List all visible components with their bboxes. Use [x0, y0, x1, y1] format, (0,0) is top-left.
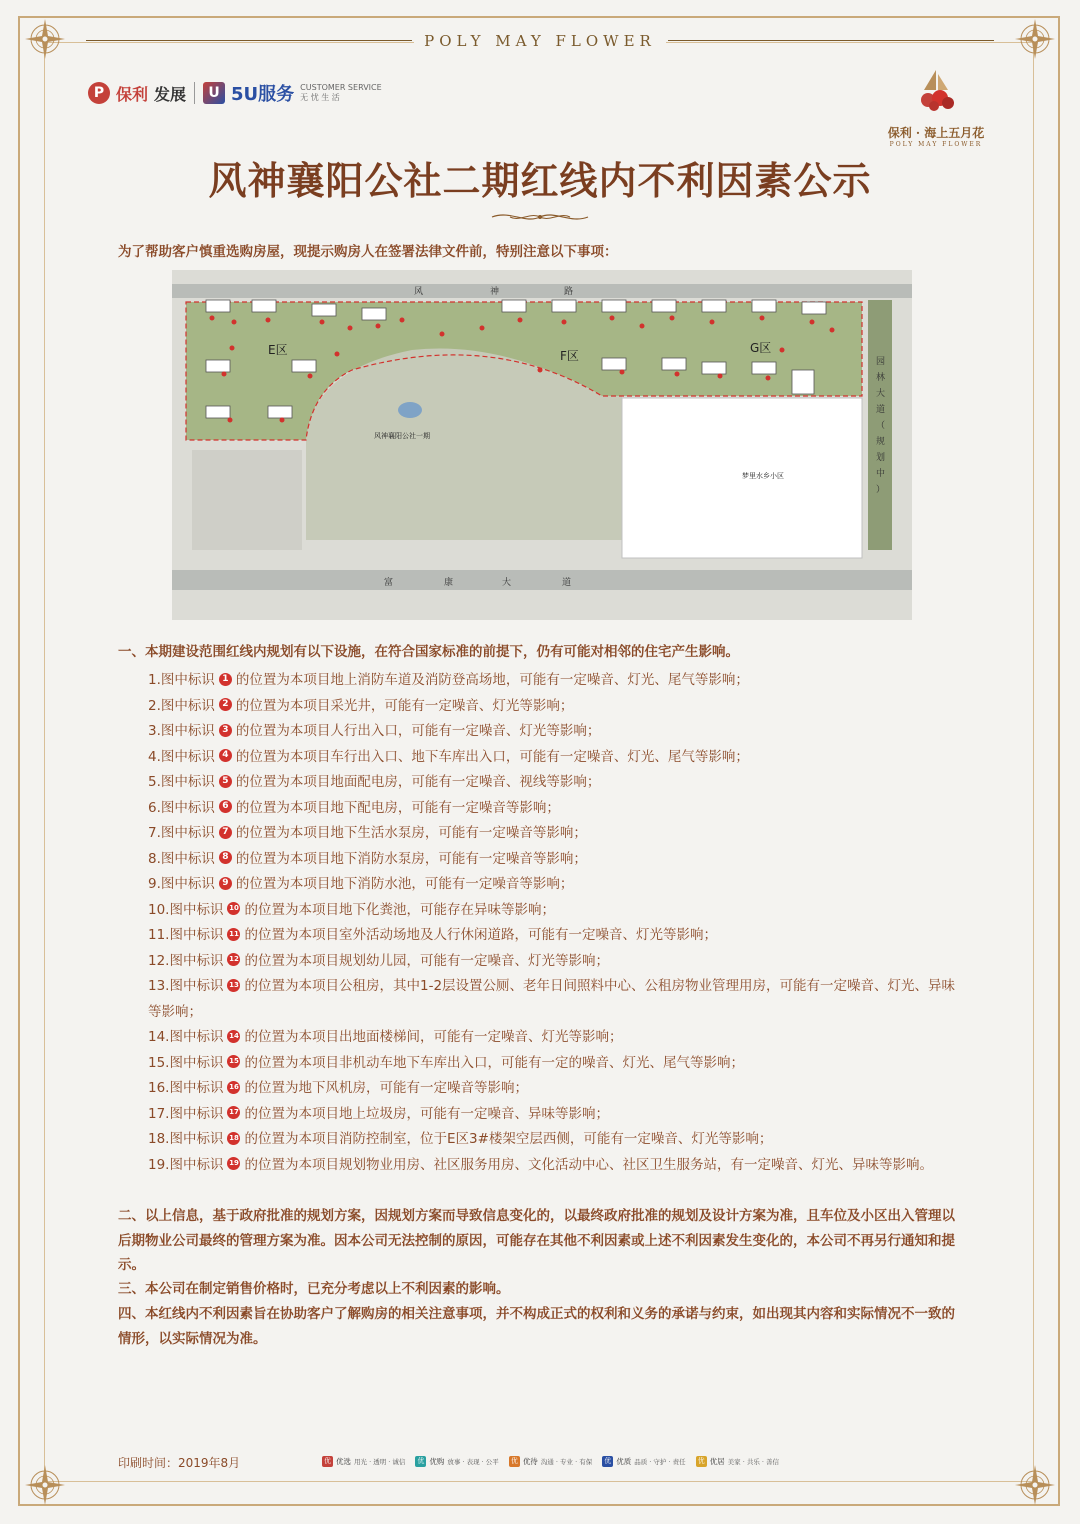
facility-item: [148, 719, 968, 745]
section1-title: 一、本期建设范围红线内规划有以下设施，在符合国家标准的前提下，仍有可能对相邻的住宅产生影响。: [118, 644, 739, 660]
facility-item: [148, 847, 968, 873]
compass-ornament-icon: [24, 1464, 66, 1506]
map-road-bottom-3: 大: [502, 578, 512, 588]
facility-item-text: 的位置为本项目出地面楼梯间，可能有一定噪音、灯光等影响；: [244, 1029, 623, 1045]
map-road-bottom-4: 道: [562, 578, 572, 588]
service-tagline-en: CUSTOMER SERVICE: [300, 83, 382, 92]
facility-item: [148, 694, 968, 720]
service-tagline: [300, 83, 382, 103]
marker-number-badge: 12: [227, 953, 240, 966]
mayflower-cn: 保利 · 海上五月花: [887, 126, 985, 140]
marker-number-badge: 1: [219, 673, 232, 686]
zone-f-label: F区: [560, 349, 579, 363]
facility-item: [148, 949, 968, 975]
marker-number-badge: 5: [219, 775, 232, 788]
facility-item-text: 的位置为本项目非机动车地下车库出入口，可能有一定的噪音、灯光、尾气等影响；: [244, 1054, 744, 1071]
marker-number-badge: 2: [219, 698, 232, 711]
facility-item-text: 的位置为本项目规划幼儿园，可能有一定噪音、灯光等影响；: [244, 952, 609, 969]
facility-item: [148, 898, 968, 924]
zone-g-label: G区: [750, 341, 772, 355]
map-road-right-5: （: [876, 421, 886, 431]
marker-number-badge: 7: [219, 826, 232, 839]
facility-item-prefix: 17.图中标识: [148, 1105, 224, 1122]
facility-item-prefix: 11.图中标识: [148, 927, 224, 943]
facility-item: [148, 668, 968, 694]
map-road-right-2: 林: [876, 373, 886, 383]
marker-number-badge: 14: [227, 1030, 240, 1043]
service-name: 5U服务: [231, 84, 295, 105]
map-road-right-9: ）: [876, 485, 886, 495]
facility-item-text: 的位置为本项目地下消防水泵房，可能有一定噪音等影响；: [235, 850, 587, 867]
facility-item-text: 的位置为本项目地上垃圾房，可能有一定噪音、异味等影响；: [244, 1105, 609, 1122]
service-tag-name: 优居: [709, 1457, 725, 1466]
service-tags: [322, 1456, 779, 1467]
facility-item: [148, 821, 968, 847]
service-tag-icon: 优: [510, 1457, 518, 1465]
facility-item-text: 的位置为本项目地下化粪池，可能存在异味等影响；: [244, 901, 555, 918]
facility-item-prefix: 13.图中标识: [148, 978, 224, 994]
marker-number-badge: 16: [227, 1081, 240, 1094]
map-road-right-7: 划: [876, 453, 886, 463]
facility-item-prefix: 2.图中标识: [148, 697, 215, 714]
map-road-right-8: 中: [876, 469, 886, 479]
facility-item-text: 的位置为本项目消防控制室，位于E区3#楼架空层西侧，可能有一定噪音、灯光等影响；: [244, 1131, 773, 1147]
service-tag-icon: 优: [417, 1457, 425, 1465]
facility-item-text: 的位置为本项目地上消防车道及消防登高场地，可能有一定噪音、灯光、尾气等影响；: [235, 672, 749, 688]
poly-name: 保利: [116, 84, 149, 104]
facility-item-prefix: 9.图中标识: [148, 876, 215, 892]
facility-item-prefix: 4.图中标识: [148, 748, 215, 765]
section2-text: 二、以上信息，基于政府批准的规划方案，因规划方案而导致信息变化的，以最终政府批准的规划及设计方案为准，且车位及小区出入管理以后期物业公司最终的管理方案为准。因本公司无法控制的原因，可能存在其他不利因素或上述不利因素发生变化的，本公司不再另行通知和提示。: [118, 1208, 955, 1273]
poly-logo: [88, 80, 382, 106]
facility-item-text: 的位置为本项目地下配电房，可能有一定噪音等影响；: [235, 799, 560, 816]
service-tag-desc: 品质 · 守护 · 责任: [634, 1458, 686, 1466]
brand-en: POLY MAY FLOWER: [414, 32, 666, 50]
facility-item-text: 的位置为本项目地面配电房，可能有一定噪音、视线等影响；: [235, 774, 601, 790]
marker-number-badge: 4: [219, 749, 232, 762]
service-tag-desc: 美家 · 共乐 · 善信: [727, 1458, 780, 1466]
marker-number-badge: 3: [219, 724, 232, 737]
facility-item: [148, 1051, 968, 1077]
service-tag: [602, 1456, 685, 1467]
map-road-right-6: 规: [876, 437, 886, 447]
facility-item-prefix: 12.图中标识: [148, 952, 224, 969]
map-road-top-3: 路: [564, 287, 574, 297]
facility-item-text: 的位置为本项目采光井，可能有一定噪音、灯光等影响；: [235, 697, 574, 714]
marker-number-badge: 9: [219, 877, 232, 890]
service-tag-icon: 优: [604, 1457, 612, 1465]
facility-item-prefix: 5.图中标识: [148, 774, 215, 790]
facility-item-text: 的位置为本项目地下生活水泵房，可能有一定噪音等影响；: [235, 825, 587, 841]
facility-list: [148, 668, 968, 1178]
facility-item: [148, 923, 968, 949]
service-tag-icon: 优: [697, 1457, 705, 1465]
facility-item-prefix: 15.图中标识: [148, 1054, 224, 1071]
poly-p-icon: P: [88, 82, 110, 104]
service-tag-name: 优选: [336, 1457, 351, 1466]
map-road-right-1: 园: [876, 357, 886, 367]
service-tagline-cn: 无 忧 生 活: [300, 93, 340, 102]
marker-number-badge: 18: [227, 1132, 240, 1145]
facility-item-prefix: 19.图中标识: [148, 1156, 224, 1173]
section3-text: 三、本公司在制定销售价格时，已充分考虑以上不利因素的影响。: [118, 1281, 510, 1297]
marker-number-badge: 6: [219, 800, 232, 813]
facility-item: [148, 1127, 968, 1153]
poly-develop: 发展: [154, 84, 187, 104]
map-road-right-4: 道: [876, 405, 886, 415]
facility-item-text: 的位置为本项目人行出入口，可能有一定噪音、灯光等影响；: [235, 723, 601, 739]
print-date: 印刷时间：2019年8月: [118, 1456, 241, 1470]
facility-item: [148, 1025, 968, 1051]
logo-divider: [194, 82, 195, 104]
facility-item-text: 的位置为地下风机房，可能有一定噪音等影响；: [244, 1080, 528, 1096]
facility-item: [148, 1076, 968, 1102]
marker-number-badge: 10: [227, 902, 240, 915]
service-tag-name: 优购: [429, 1457, 445, 1466]
service-tag: [509, 1456, 592, 1467]
map-road-right-3: 大: [876, 389, 886, 399]
marker-number-badge: 15: [227, 1055, 240, 1068]
service-tag-name: 优待: [522, 1457, 538, 1466]
facility-item: [148, 1102, 968, 1128]
facility-item: [148, 770, 968, 796]
facility-item-prefix: 10.图中标识: [148, 901, 224, 918]
intro-text: 为了帮助客户慎重选购房屋，现提示购房人在签署法律文件前，特别注意以下事项：: [118, 244, 618, 260]
facility-item-prefix: 8.图中标识: [148, 850, 215, 867]
service-tag-icon: 优: [324, 1457, 331, 1465]
facility-item-prefix: 18.图中标识: [148, 1131, 224, 1147]
facility-item-text: 的位置为本项目室外活动场地及人行休闲道路，可能有一定噪音、灯光等影响；: [244, 927, 717, 943]
facility-item-prefix: 6.图中标识: [148, 799, 215, 816]
service-tag: [415, 1456, 498, 1467]
facility-item: [148, 745, 968, 771]
section4-text: 四、本红线内不利因素旨在协助客户了解购房的相关注意事项，并不构成正式的权利和义务的承诺与约束，如出现其内容和实际情况不一致的情形，以实际情况为准。: [118, 1306, 955, 1347]
marker-number-badge: 17: [227, 1106, 240, 1119]
marker-number-badge: 19: [227, 1157, 240, 1170]
facility-item: [148, 974, 968, 1025]
service-tag: [696, 1456, 779, 1467]
facility-item-prefix: 14.图中标识: [148, 1029, 224, 1045]
marker-number-badge: 11: [227, 928, 240, 941]
map-road-top-1: 风: [414, 287, 424, 297]
marker-number-badge: 8: [219, 851, 232, 864]
compass-ornament-icon: [1014, 1464, 1056, 1506]
title-flourish-icon: [490, 208, 590, 226]
facility-item-text: 的位置为本项目公租房，其中1-2层设置公厕、老年日间照料中心、公租房物业管理用房，可能有一定噪音、灯光、异味等影响；: [148, 978, 956, 1020]
phase1-label: 风神襄阳公社一期: [374, 432, 430, 440]
service-tag-desc: 放事 · 表现 · 公平: [447, 1458, 499, 1466]
facility-item-text: 的位置为本项目规划物业用房、社区服务用房、文化活动中心、社区卫生服务站，有一定噪音、灯光、异味等影响。: [244, 1156, 933, 1173]
service-tag-desc: 用光 · 透明 · 诚信: [354, 1458, 406, 1466]
map-road-bottom-2: 康: [444, 578, 454, 588]
site-plan-map: [172, 270, 912, 620]
service-tag-name: 优质: [616, 1457, 632, 1466]
neighbor-label: 梦里水乡小区: [742, 472, 784, 480]
facility-item-text: 的位置为本项目地下消防水池，可能有一定噪音等影响；: [235, 876, 574, 892]
facility-item-prefix: 3.图中标识: [148, 723, 215, 739]
service-tag-desc: 沟通 · 专业 · 有保: [540, 1458, 593, 1466]
facility-item-prefix: 16.图中标识: [148, 1080, 224, 1096]
facility-item-prefix: 1.图中标识: [148, 672, 215, 688]
zone-e-label: E区: [268, 343, 288, 357]
facility-item: [148, 872, 968, 898]
brand-header: [0, 31, 1080, 50]
facility-item-text: 的位置为本项目车行出入口、地下车库出入口，可能有一定噪音、灯光、尾气等影响；: [235, 748, 749, 765]
map-road-top-2: 神: [490, 287, 500, 297]
facility-item-prefix: 7.图中标识: [148, 825, 215, 841]
u-service-icon: U: [203, 82, 225, 104]
mayflower-en: POLY MAY FLOWER: [889, 141, 983, 148]
map-road-bottom-1: 富: [384, 578, 394, 588]
facility-item: [148, 796, 968, 822]
mayflower-logo: [880, 68, 992, 148]
ship-flower-icon: [916, 68, 956, 114]
facility-item: [148, 1153, 968, 1179]
page-title: 风神襄阳公社二期红线内不利因素公示: [208, 158, 872, 203]
marker-number-badge: 13: [227, 979, 240, 992]
service-tag: [322, 1456, 405, 1467]
